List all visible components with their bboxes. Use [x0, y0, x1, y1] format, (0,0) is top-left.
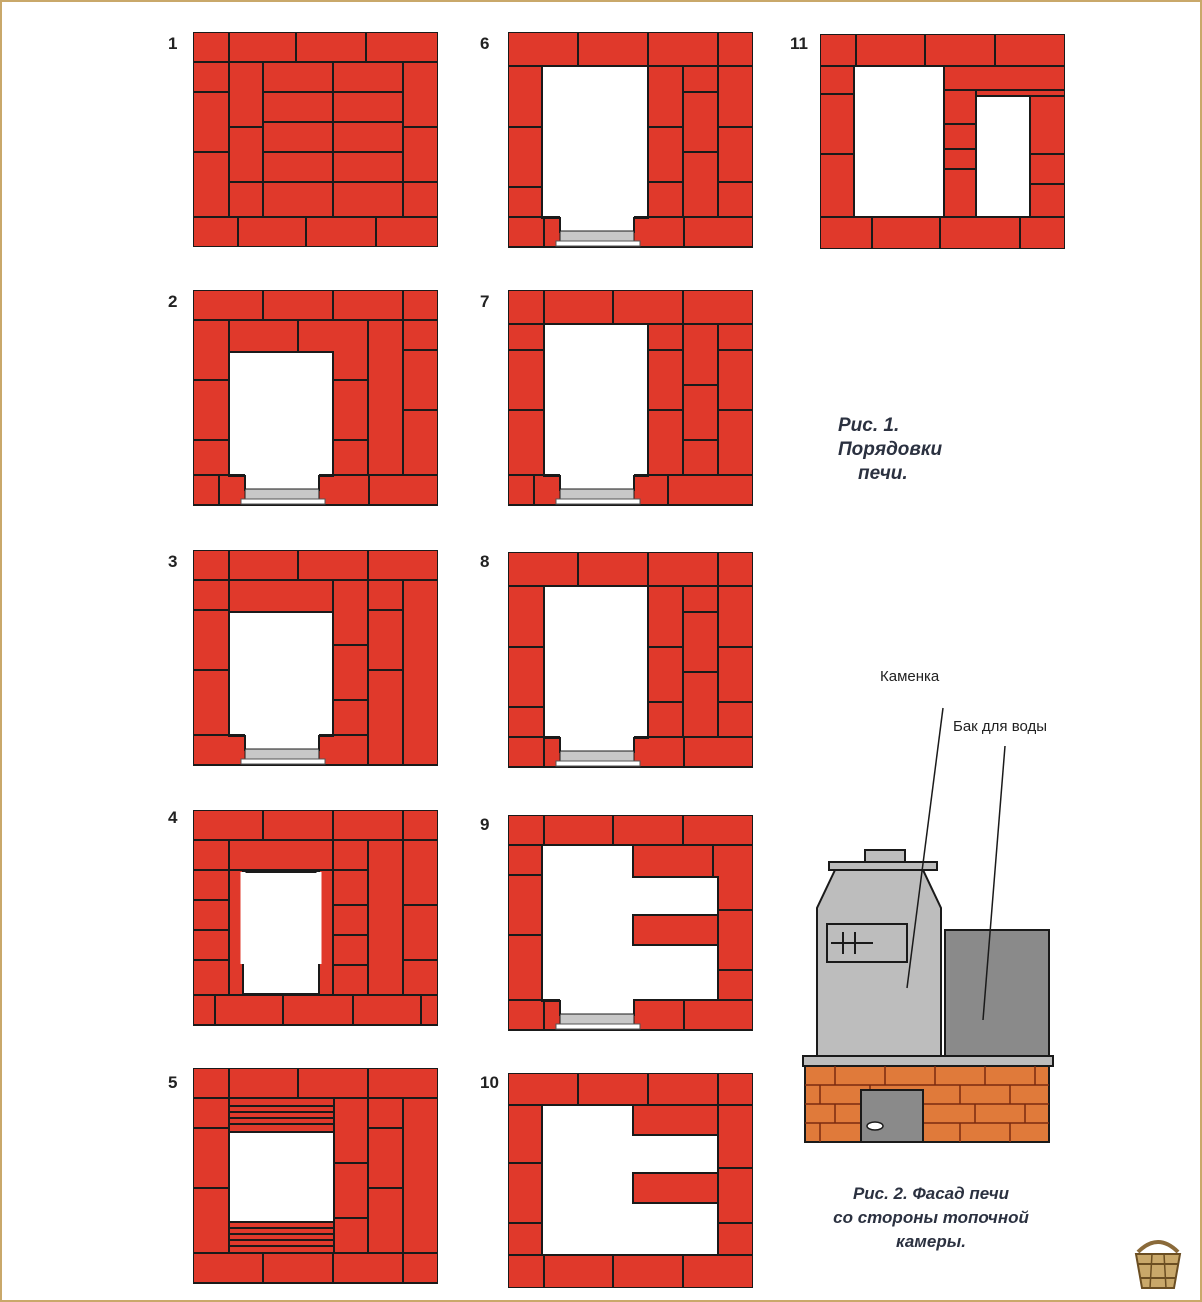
course-number-9: 9: [480, 815, 490, 834]
course-9-diagram: [508, 815, 753, 1040]
course-2-diagram: [193, 290, 438, 515]
label-kamenka: Каменка: [880, 668, 940, 685]
label-water-tank: Бак для воды: [953, 718, 1048, 735]
course-10-diagram: [508, 1073, 753, 1288]
course-number-1: 1: [168, 34, 178, 53]
course-number-6: 6: [480, 34, 490, 53]
course-number-8: 8: [480, 552, 490, 571]
stove-facade-diagram: [795, 690, 1055, 1150]
course-number-2: 2: [168, 292, 178, 311]
course-3-diagram: [193, 550, 438, 775]
course-number-10: 10: [480, 1073, 499, 1092]
course-number-5: 5: [168, 1073, 178, 1092]
figure-2-caption-line-1: Рис. 2. Фасад печи: [852, 1184, 1010, 1203]
course-number-11: 11: [790, 34, 808, 53]
water-tank: [945, 930, 1049, 1058]
course-number-3: 3: [168, 552, 178, 571]
figure-1-caption-line-2: Порядовки: [838, 439, 943, 460]
figure-1-caption-line-3: печи.: [858, 463, 908, 484]
course-number-7: 7: [480, 292, 490, 311]
firebox-door: [861, 1090, 923, 1142]
course-number-4: 4: [168, 808, 178, 827]
figure-2-caption-line-3: камеры.: [896, 1232, 966, 1251]
course-6-diagram: [508, 32, 753, 257]
course-11-diagram: [820, 34, 1065, 249]
course-7-diagram: [508, 290, 753, 515]
course-1-diagram: [193, 32, 438, 247]
figure-2-caption-line-2: со стороны топочной: [833, 1208, 1029, 1227]
figure-1-caption: [838, 414, 942, 486]
figure-2-caption: [812, 1182, 1050, 1254]
course-8-diagram: [508, 552, 753, 777]
figure-1-caption-line-1: Рис. 1.: [838, 415, 900, 436]
kamenka-heater: [817, 870, 941, 1058]
course-4-diagram: [193, 810, 438, 1030]
course-5-diagram: [193, 1068, 438, 1288]
bathhouse-bucket-icon: [1128, 1230, 1188, 1297]
